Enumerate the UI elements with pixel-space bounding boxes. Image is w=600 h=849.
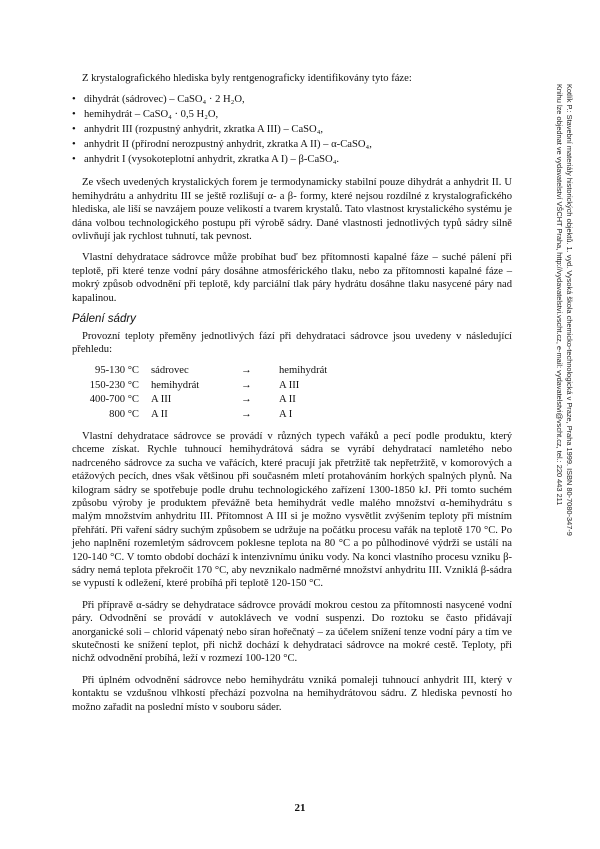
page-content <box>72 72 512 722</box>
phases-list <box>72 93 512 166</box>
table-row <box>72 379 327 393</box>
to-cell: A II <box>279 394 296 406</box>
to-cell: A I <box>279 408 293 420</box>
from-cell: A II <box>151 408 168 420</box>
from-cell: A III <box>151 394 172 406</box>
list-item: • anhydrit III (rozpustný anhydrit, zkratka A III) – CaSO₄, <box>72 123 512 136</box>
temp-cell: 150-230 °C <box>89 379 139 391</box>
paragraph-temperatures: Provozní teploty přeměny jednotlivých fází při dehydrataci sádrovce jsou uvedeny v následující přehledu: <box>72 330 512 355</box>
list-item: • hemihydrát – CaSO₄ · 0,5 H₂O, <box>72 108 512 121</box>
section-heading: Pálení sádry <box>72 313 136 326</box>
order-info-line: Knihu lze objednat ve vydavatelství VŠCHT Praha, http://vydavatelstvi.vscht.cz, e-mail: vydavatelstvi@vscht.cz, tel.: 220 443 211 <box>555 84 564 506</box>
list-item: • anhydrit II (přírodní nerozpustný anhydrit, zkratka A II) – α-CaSO₄, <box>72 138 512 151</box>
side-citation <box>552 84 574 684</box>
paragraph-anhydrite: Při úplném odvodnění sádrovce nebo hemihydrátu vzniká pomaleji tuhnoucí anhydrit III, který v kontaktu se vzdušnou vlhkostí přechází pozvolna na hemihydrátovou sádru. Z hlediska pevností ho možno zařadit na poslední místo v souboru sáder. <box>72 674 512 713</box>
paragraph-dehydration: Vlastní dehydratace sádrovce může probíhat buď bez přítomnosti kapalné fáze – suché pálení při teplotě, při které tenze vodní páry dosáhne atmosférického tlaku, nebo za přítomnosti kapalné fáze – mokrý způsob odvodnění při teplotě, kdy parciální tlak páry hydrátu dosáhne tlaku nasycené páry nad kapalinou. <box>72 252 512 304</box>
arrow-icon: → <box>241 365 252 377</box>
paragraph-dry-process: Vlastní dehydratace sádrovce se provádí v různých typech vařáků a pecí podle produktu, který chceme získat. Rychle tuhnoucí hemihydrátová sádra se vyrábí dehydratací namletého nebo nadrceného sádrovce za sucha ve vařácích, které pracují jak přetržitě tak nepřetržitě, v komorových a etážových pecích, dnes však většinou při současném mletí protahováním horkých spalných plynů. Na kilogram sádry se spotřebuje podle druhu technologického zařízení 1300-1850 kJ. Při tomto suchém způsobu výroby je produktem převážně beta hemihydrát vedle malého množství α-hemihydrátu s malým množstvím anhydritu III. Přítomnost A III si je možno vysvětlit zvýšením teploty při místním přehřátí. Při vaření sádry suchým způsobem se udržuje na počátku procesu vařák na teplotě 170 °C. Po jeho naplnění rozemletým sádrovcem poklesne teplota na 80 °C a po půlhodinové výdrži se ustálí na 120-140 °C. V tomto období dochází k intenzivnímu úniku vody. Na konci vlastního procesu vzniku β-sádry nemá teplota překročit 170 °C, aby nevznikalo nadměrné množství anhydritu III. Vzniklá β-sádra se vypustí k odležení, které probíhá při teplotě 120-150 °C. <box>72 430 512 590</box>
arrow-icon: → <box>241 379 252 391</box>
phase-table <box>72 364 327 422</box>
table-row <box>72 408 327 422</box>
list-item: • anhydrit I (vysokoteplotní anhydrit, zkratka A I) – β-CaSO₄. <box>72 153 512 166</box>
table-row <box>72 393 327 407</box>
citation-line: Kotlík P.: Stavební materiály historických objektů. 1. vyd. Vysoká škola chemicko-technologická v Praze, Praha 1999. ISBN 80-7080-347-9 <box>565 84 574 536</box>
to-cell: A III <box>279 379 300 391</box>
temp-cell: 400-700 °C <box>89 394 139 406</box>
temp-cell: 95-130 °C <box>95 365 139 377</box>
arrow-icon: → <box>241 408 252 420</box>
to-cell: hemihydrát <box>279 365 328 377</box>
page-number: 21 <box>294 802 306 814</box>
from-cell: sádrovec <box>151 365 189 377</box>
from-cell: hemihydrát <box>151 379 200 391</box>
paragraph-wet-process: Při přípravě α-sádry se dehydratace sádrovce provádí mokrou cestou za přítomnosti nasycené vodní páry. Odvodnění se provádí v autoklávech ve vodní suspenzi. Do roztoku se často přidávají anorganické soli – chlorid vápenatý nebo síran hořečnatý – za účelem snížení tenze vodní páry a tím ve skutečnosti ke snížení teplot, při nichž dochází k dehydrataci sádrovce na mokré cestě. Teploty, při nichž odvodnění probíhá, leží v rozmezí 100-120 °C. <box>72 599 512 665</box>
list-item: • dihydrát (sádrovec) – CaSO₄ · 2 H₂O, <box>72 93 512 106</box>
arrow-icon: → <box>241 394 252 406</box>
table-row <box>72 364 327 378</box>
temp-cell: 800 °C <box>109 408 139 420</box>
intro-paragraph: Z krystalografického hlediska byly rentgenograficky identifikovány tyto fáze: <box>82 73 412 84</box>
paragraph-stability: Ze všech uvedených krystalických forem je termodynamicky stabilní pouze dihydrát a anhydrit II. U hemihydrátu a anhydritu III se ještě rozlišují α- a β- formy, které nejsou rozdílné z krystalografického hlediska, ale liší se navzájem pouze velikostí a tvarem krystalů. Tato vlastnost krystalického systému je dána volbou technologického postupu při výrobě sádry. Dané vlastnosti jednotlivých typů sádry silně ovlivňují jak rychlost tuhnutí, tak pevnost. <box>72 177 512 243</box>
